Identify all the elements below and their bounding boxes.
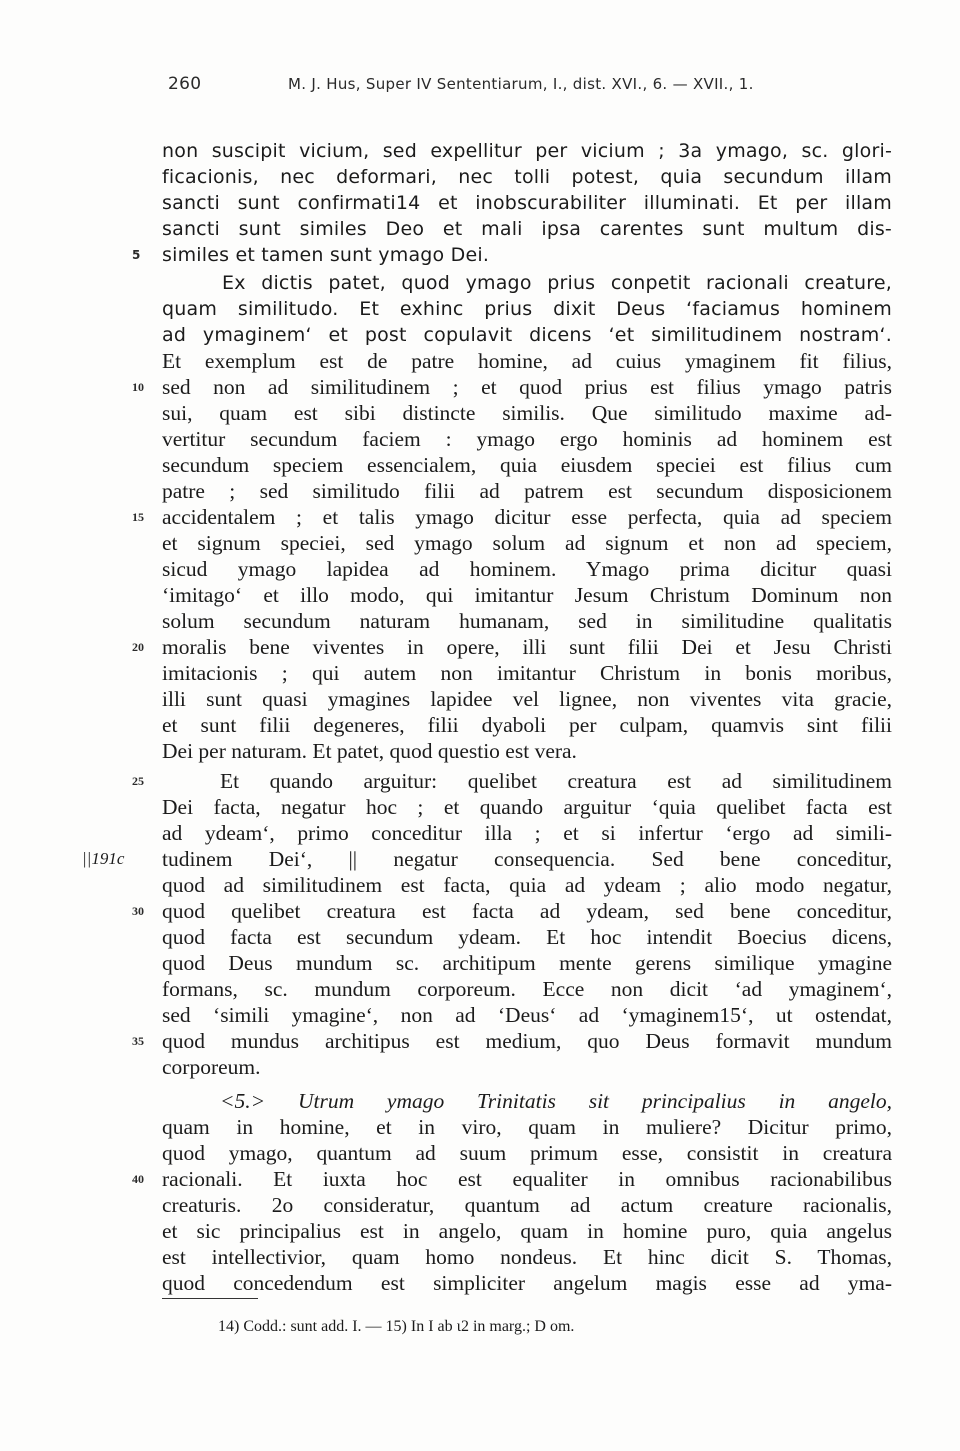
text-line xyxy=(162,1218,892,1244)
text-line xyxy=(132,768,892,794)
text-line xyxy=(132,242,892,268)
text-line xyxy=(132,504,892,530)
line-text: formans, sc. mundum corporeum. Ecce non dicit ‘ad ymaginem‘, xyxy=(162,977,892,1001)
text-line xyxy=(162,1244,892,1270)
text-line xyxy=(162,1054,892,1080)
line-text: sed non ad similitudinem ; et quod prius est filius ymago patris xyxy=(162,375,892,399)
line-text: sicud ymago lapidea ad hominem. Ymago prima dicitur quasi xyxy=(162,557,892,581)
text-line xyxy=(162,686,892,712)
text-line xyxy=(162,296,892,322)
line-text: accidentalem ; et talis ymago dicitur esse perfecta, quia ad speciem xyxy=(162,505,892,529)
line-text: quod ymago, quantum ad suum primum esse, consistit in creatura xyxy=(162,1141,892,1165)
line-text: <5.> Utrum ymago Trinitatis sit principalius in angelo, xyxy=(220,1089,892,1113)
line-text: secundum speciem essencialem, quia eiusdem speciei est filius cum xyxy=(162,453,892,477)
text-line xyxy=(162,712,892,738)
line-text: et signum speciei, sed ymago solum ad signum et non ad speciem, xyxy=(162,531,892,555)
line-text: similes et tamen sunt ymago Dei. xyxy=(162,244,490,266)
line-text: quam similitudo. Et exhinc prius dixit Deus ‘faciamus hominem xyxy=(162,298,892,320)
line-number: 15 xyxy=(132,510,144,524)
text-line xyxy=(162,924,892,950)
text-line xyxy=(162,738,892,764)
paragraph-gap xyxy=(162,1080,892,1088)
text-line xyxy=(162,660,892,686)
text-line xyxy=(162,794,892,820)
line-text: quod mundus architipus est medium, quo Deus formavit mundum xyxy=(162,1029,892,1053)
text-line xyxy=(162,1140,892,1166)
line-text: creaturis. 2o consideratur, quantum ad actum creature racionalis, xyxy=(162,1193,892,1217)
text-line xyxy=(132,374,892,400)
text-line xyxy=(162,820,892,846)
text-line xyxy=(132,898,892,924)
line-number: 25 xyxy=(132,774,144,788)
line-text: moralis bene viventes in opere, illi sunt filii Dei et Jesu Christi xyxy=(162,635,892,659)
running-title: M. J. Hus, Super IV Sententiarum, I., dist. XVI., 6. — XVII., 1. xyxy=(288,75,754,93)
text-line xyxy=(162,400,892,426)
text-line xyxy=(162,530,892,556)
manuscript-folio-marker: ||191c xyxy=(82,849,125,868)
line-text: ‘imitago‘ et illo modo, qui imitantur Jesum Christum Dominum non xyxy=(162,583,892,607)
line-text: corporeum. xyxy=(162,1055,261,1079)
text-line xyxy=(162,348,892,374)
text-line xyxy=(162,1002,892,1028)
text-line xyxy=(162,582,892,608)
text-line xyxy=(162,1192,892,1218)
text-line xyxy=(162,1270,892,1296)
line-text: ad ymaginem‘ et post copulavit dicens ‘et similitudinem nostram‘. xyxy=(162,324,892,346)
line-text: tudinem Dei‘, || negatur consequencia. Sed bene conceditur, xyxy=(162,847,892,871)
text-line xyxy=(82,846,892,872)
footnote-rule xyxy=(162,1298,258,1299)
line-text: solum secundum naturam humanam, sed in similitudine qualitatis xyxy=(162,609,892,633)
line-text: illi sunt quasi ymagines lapidee vel lignee, non viventes vita gracie, xyxy=(162,687,892,711)
line-text: sancti sunt similes Deo et mali ipsa carentes sunt multum dis- xyxy=(162,218,892,240)
line-number: 30 xyxy=(132,904,144,918)
line-text: non suscipit vicium, sed expellitur per vicium ; 3a ymago, sc. glori- xyxy=(162,140,892,162)
text-line xyxy=(162,138,892,164)
text-line xyxy=(162,190,892,216)
line-text: Ex dictis patet, quod ymago prius conpetit racionali creature, xyxy=(222,272,892,294)
text-line xyxy=(162,608,892,634)
line-text: imitacionis ; qui autem non imitantur Christum in bonis moribus, xyxy=(162,661,892,685)
line-text: Et exemplum est de patre homine, ad cuius ymaginem fit filius, xyxy=(162,349,892,373)
line-text: quam in homine, et in viro, quam in muliere? Dicitur primo, xyxy=(162,1115,892,1139)
text-line xyxy=(162,872,892,898)
line-number: 10 xyxy=(132,380,144,394)
line-text: est intellectivior, quam homo nondeus. Et hinc dicit S. Thomas, xyxy=(162,1245,892,1269)
line-text: ficacionis, nec deformari, nec tolli potest, quia secundum illam xyxy=(162,166,892,188)
text-line xyxy=(132,1166,892,1192)
line-text: ad ydeam‘, primo conceditur illa ; et si infertur ‘ergo ad simili- xyxy=(162,821,892,845)
line-number: 20 xyxy=(132,640,144,654)
line-text: vertitur secundum faciem : ymago ergo hominis ad hominem est xyxy=(162,427,892,451)
line-text: et sic principalius est in angelo, quam in homine puro, quia angelus xyxy=(162,1219,892,1243)
text-line xyxy=(162,270,892,296)
line-text: et sunt filii degeneres, filii dyaboli per culpam, quamvis sint filii xyxy=(162,713,892,737)
line-text: quod Deus mundum sc. architipum mente gerens similique ymagine xyxy=(162,951,892,975)
line-text: quod ad similitudinem est facta, quia ad ydeam ; alio modo negatur, xyxy=(162,873,892,897)
line-text: quod facta est secundum ydeam. Et hoc intendit Boecius dicens, xyxy=(162,925,892,949)
text-line xyxy=(162,164,892,190)
line-text: Dei per naturam. Et patet, quod questio est vera. xyxy=(162,739,577,763)
main-text xyxy=(82,138,892,1296)
line-text: Dei facta, negatur hoc ; et quando arguitur ‘quia quelibet facta est xyxy=(162,795,892,819)
line-text: quod quelibet creatura est facta ad ydeam, sed bene conceditur, xyxy=(162,899,892,923)
line-number: 5 xyxy=(132,248,141,262)
text-line xyxy=(132,1028,892,1054)
line-text: sancti sunt confirmati14 et inobscurabiliter illuminati. Et per illam xyxy=(162,192,892,214)
line-text: quod concedendum est simpliciter angelum magis esse ad yma- xyxy=(162,1271,892,1295)
text-line xyxy=(162,556,892,582)
line-text: Et quando arguitur: quelibet creatura est ad similitudinem xyxy=(220,769,892,793)
text-line xyxy=(162,976,892,1002)
line-text: patre ; sed similitudo filii ad patrem est secundum disposicionem xyxy=(162,479,892,503)
line-number: 40 xyxy=(132,1172,144,1186)
line-text: sui, quam est sibi distincte similis. Que similitudo maxime ad- xyxy=(162,401,892,425)
page-number: 260 xyxy=(168,74,202,94)
text-line xyxy=(162,452,892,478)
line-number: 35 xyxy=(132,1034,144,1048)
line-text: racionali. Et iuxta hoc est equaliter in omnibus racionabilibus xyxy=(162,1167,892,1191)
text-line xyxy=(162,1088,892,1114)
text-line xyxy=(132,634,892,660)
line-text: sed ‘simili ymagine‘, non ad ‘Deus‘ ad ‘ymaginem15‘, ut ostendat, xyxy=(162,1003,892,1027)
text-line xyxy=(162,950,892,976)
text-line xyxy=(162,322,892,348)
text-line xyxy=(162,426,892,452)
text-line xyxy=(162,478,892,504)
text-line xyxy=(162,216,892,242)
footnote: 14) Codd.: sunt add. I. — 15) In I ab ι2 in marg.; D om. xyxy=(218,1318,575,1335)
text-line xyxy=(162,1114,892,1140)
